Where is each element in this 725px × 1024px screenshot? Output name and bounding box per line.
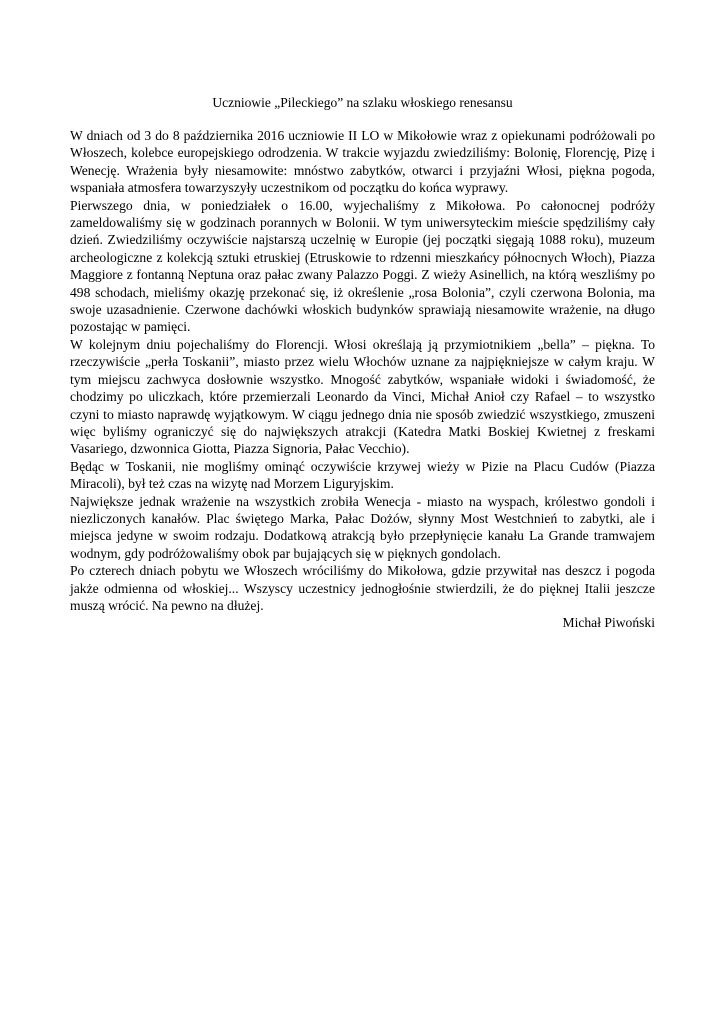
paragraph-venice: Największe jednak wrażenie na wszystkich zrobiła Wenecja - miasto na wyspach, królestwo gondoli i niezliczonych kanałów. Plac świętego Marka, Pałac Dożów, słynny Most Westchnień to zabytki, ale i miejsca jedyne w swoim rodzaju. Dodatkową atrakcją było przepłynięcie kanału La Grande tramwajem wodnym, gdy podróżowaliśmy obok par bujających się w pięknych gondolach. [70, 493, 655, 561]
paragraph-bologna: Pierwszego dnia, w poniedziałek o 16.00, wyjechaliśmy z Mikołowa. Po całonocnej podróży zameldowaliśmy się w godzinach porannych w Bolonii. W tym uniwersyteckim mieście spędziliśmy cały dzień. Zwiedziliśmy oczywiście najstarszą uczelnię w Europie (jej początki sięgają 1088 roku), muzeum archeologiczne z kolekcją sztuki etruskiej (Etruskowie to rdzenni mieszkańcy północnych Włoch), Piazza Maggiore z fontanną Neptuna oraz pałac zwany Palazzo Poggi. Z wieży Asinellich, na którą weszliśmy po 498 schodach, mieliśmy okazję przekonać się, iż określenie „rosa Bolonia”, czyli czerwona Bolonia, ma swoje uzasadnienie. Czerwone dachówki włoskich budynków sprawiają niesamowite wrażenie, na długo pozostając w pamięci. [70, 197, 655, 335]
author-signature: Michał Piwoński [562, 615, 655, 631]
paragraph-florence: W kolejnym dniu pojechaliśmy do Florencji. Włosi określają ją przymiotnikiem „bella” – piękna. To rzeczywiście „perła Toskanii”, miasto przez wielu Włochów uznane za najpiękniejsze w całym kraju. W tym miejscu zachwyca dosłownie wszystko. Mnogość zabytków, wspaniałe widoki i świadomość, że chodzimy po uliczkach, które przemierzali Leonardo da Vinci, Michał Anioł czy Rafael – to wszystko czyni to miasto naprawdę wyjątkowym. W ciągu jednego dnia nie sposób zwiedzić wszystkiego, zmuszeni więc byliśmy ograniczyć się do największych atrakcji (Katedra Matki Boskiej Kwietnej z freskami Vasariego, dzwonnica Giotta, Piazza Signoria, Pałac Vecchio). [70, 336, 655, 457]
paragraph-intro: W dniach od 3 do 8 października 2016 uczniowie II LO w Mikołowie wraz z opiekunami podróżowali po Włoszech, kolebce europejskiego odrodzenia. W trakcie wyjazdu zwiedziliśmy: Bolonię, Florencję, Pizę i Wenecję. Wrażenia były niesamowite: mnóstwo zabytków, otwarci i przyjaźni Włosi, piękna pogoda, wspaniała atmosfera towarzyszyły uczestnikom od początku do końca wyprawy. [70, 128, 655, 196]
document-title: Uczniowie „Pileckiego” na szlaku włoskiego renesansu [212, 95, 513, 110]
paragraph-return: Po czterech dniach pobytu we Włoszech wróciliśmy do Mikołowa, gdzie przywitał nas deszcz i pogoda jakże odmienna od włoskiej... Wszyscy uczestnicy jednogłośnie stwierdzili, że do pięknej Italii jeszcze muszą wrócić. Na pewno na dłużej. [70, 563, 655, 613]
document-body [70, 127, 655, 614]
document-page [70, 94, 655, 632]
paragraph-pisa: Będąc w Toskanii, nie mogliśmy ominąć oczywiście krzywej wieży w Pizie na Placu Cudów (Piazza Miracoli), był też czas na wizytę nad Morzem Liguryjskim. [70, 458, 655, 492]
